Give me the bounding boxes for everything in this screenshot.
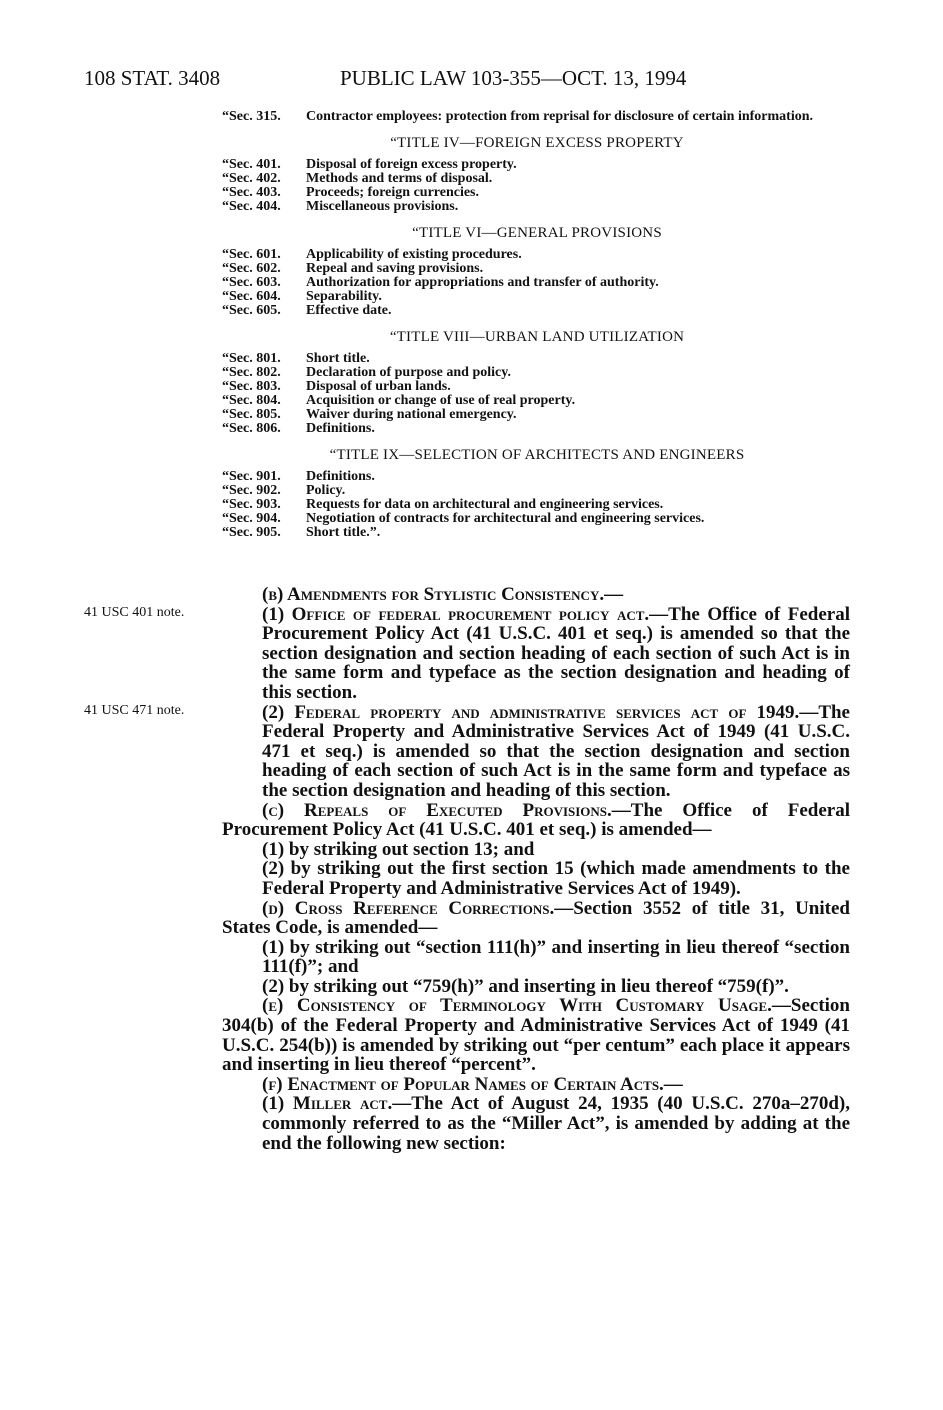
toc-title-heading: “TITLE IX—SELECTION OF ARCHITECTS AND ENGINEERS bbox=[329, 447, 745, 463]
paragraph-c2: (2) by striking out the first section 15 (which made amendments to the Federal Property and Administrative Services Act of 1949). bbox=[262, 858, 850, 899]
toc-entry: “Sec. 602. Repeal and saving provisions. bbox=[222, 261, 484, 276]
paragraph-b1: (1) Office of federal procurement policy act.—The Office of Federal Procurement Policy Act (41 U.S.C. 401 et seq.) is amended so that the section designation and section heading of each section of such Act is in the same form and typeface as the section designation and heading of this section. bbox=[262, 603, 850, 703]
toc-entry: “Sec. 905. Short title.”. bbox=[222, 525, 381, 540]
toc-entry: “Sec. 403. Proceeds; foreign currencies. bbox=[222, 185, 480, 200]
subsection-f-heading: (f) Enactment of Popular Names of Certain Acts.— bbox=[262, 1073, 683, 1095]
toc-entry: “Sec. 901. Definitions. bbox=[222, 469, 375, 484]
public-law-title: PUBLIC LAW 103-355—OCT. 13, 1994 bbox=[340, 66, 687, 90]
toc-entry: “Sec. 402. Methods and terms of disposal. bbox=[222, 171, 493, 186]
toc-entry: “Sec. 801. Short title. bbox=[222, 351, 370, 366]
toc-entry: “Sec. 806. Definitions. bbox=[222, 421, 375, 436]
toc-entry: “Sec. 601. Applicability of existing procedures. bbox=[222, 247, 522, 262]
toc-entry: “Sec. 603. Authorization for appropriations and transfer of authority. bbox=[222, 275, 659, 290]
paragraph-f1: (1) Miller act.—The Act of August 24, 1935 (40 U.S.C. 270a–270d), commonly referred to as the “Miller Act”, is amended by adding at the end the following new section: bbox=[262, 1093, 850, 1154]
toc-entry: “Sec. 904. Negotiation of contracts for architectural and engineering services. bbox=[222, 511, 705, 526]
subsection-b-heading: (b) Amendments for Stylistic Consistency.— bbox=[262, 584, 624, 605]
document-body bbox=[222, 585, 850, 1153]
margin-note: 41 USC 471 note. bbox=[84, 703, 185, 718]
subsection-d: (d) Cross Reference Corrections.—Section 3552 of title 31, United States Code, is amended— bbox=[222, 897, 850, 939]
toc-title-heading: “TITLE VI—GENERAL PROVISIONS bbox=[412, 225, 662, 241]
toc-entry: “Sec. 803. Disposal of urban lands. bbox=[222, 379, 451, 394]
margin-note: 41 USC 401 note. bbox=[84, 605, 185, 620]
paragraph-d2: (2) by striking out “759(h)” and inserting in lieu thereof “759(f)”. bbox=[262, 975, 789, 997]
subsection-e: (e) Consistency of Terminology With Customary Usage.—Section 304(b) of the Federal Property and Administrative Services Act of 1949 (41 U.S.C. 254(b)) is amended by striking out “per centum” each place it appears and inserting in lieu thereof “percent”. bbox=[222, 995, 850, 1076]
toc-title-heading: “TITLE VIII—URBAN LAND UTILIZATION bbox=[389, 329, 685, 345]
paragraph-c1: (1) by striking out section 13; and bbox=[262, 838, 535, 860]
toc-entry: “Sec. 804. Acquisition or change of use of real property. bbox=[222, 393, 576, 408]
toc-entry: “Sec. 315. Contractor employees: protection from reprisal for disclosure of certain information. bbox=[222, 109, 814, 124]
toc-entry: “Sec. 805. Waiver during national emergency. bbox=[222, 407, 517, 422]
paragraph-b2: (2) Federal property and administrative services act of 1949.—The Federal Property and Administrative Services Act of 1949 (41 U.S.C. 471 et seq.) is amended so that the section designation and section heading of each section of such Act is in the same form and typeface as the section designation and heading of this section. bbox=[262, 701, 850, 801]
toc-entry: “Sec. 802. Declaration of purpose and policy. bbox=[222, 365, 511, 380]
toc-entry: “Sec. 404. Miscellaneous provisions. bbox=[222, 199, 459, 214]
toc-entry: “Sec. 605. Effective date. bbox=[222, 303, 392, 318]
subsection-c: (c) Repeals of Executed Provisions.—The Office of Federal Procurement Policy Act (41 U.S.C. 401 et seq.) is amended— bbox=[222, 799, 850, 841]
toc-entry: “Sec. 401. Disposal of foreign excess property. bbox=[222, 157, 517, 172]
toc-entry: “Sec. 604. Separability. bbox=[222, 289, 382, 304]
toc-entry: “Sec. 903. Requests for data on architectural and engineering services. bbox=[222, 497, 664, 512]
paragraph-d1: (1) by striking out “section 111(h)” and inserting in lieu thereof “section 111(f)”; and bbox=[262, 936, 850, 978]
toc-entry: “Sec. 902. Policy. bbox=[222, 483, 346, 498]
statute-citation: 108 STAT. 3408 bbox=[84, 66, 221, 90]
table-of-contents bbox=[222, 110, 852, 540]
toc-title-heading: “TITLE IV—FOREIGN EXCESS PROPERTY bbox=[390, 135, 684, 151]
